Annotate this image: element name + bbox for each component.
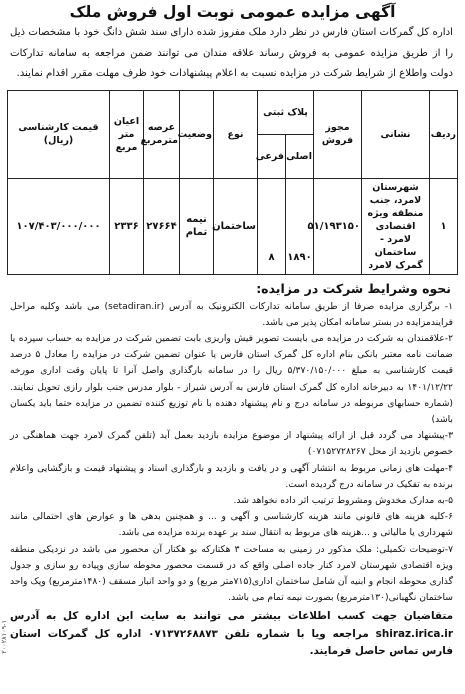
property-table bbox=[7, 90, 458, 275]
term-item: ۴-مهلت های زمانی مربوط به انتشار آگهی و در یافت و بازدید و بارگذاری اسناد و پیشنهاد قیمت و بازگشایی واعلام برنده به تفکیک در سامانه درج گردیده است. bbox=[10, 462, 453, 490]
margin-code: ۲۰۰۲۸۱۰۹-۱ bbox=[0, 620, 8, 654]
header-land-area: عرصه مترمربع bbox=[144, 90, 180, 178]
cell-type: ساختمان bbox=[214, 178, 258, 274]
header-row-number: ردیف bbox=[430, 90, 458, 178]
term-item: ۳-پیشنهاد می گردد قبل از ارائه پیشنهاد از موضوع مزایده بازدید بعمل آید (تلفن گمرک لامرد جهت هماهنگی در خصوص بازدید از محل ۰۷۱۵۲۷۲۸۲۶۷) bbox=[10, 430, 453, 458]
cell-price: ۱۰۷/۴۰۳/۰۰۰/۰۰۰ bbox=[8, 178, 110, 274]
header-permit: مجوز فروش bbox=[314, 90, 362, 178]
ad-title: آگهی مزایده عمومی نوبت اول فروش ملک bbox=[69, 3, 396, 21]
cell-plate-sub: ۸ bbox=[258, 178, 286, 274]
cell-plate-main: ۱۸۹۰ bbox=[286, 178, 314, 274]
header-building-area: اعیان متر مربع bbox=[110, 90, 144, 178]
term-item: ۷-توضیحات تکمیلی: ملک مذکور در زمینی به مساحت ۳ هکتارکه بو هکتار آن محصور می باشد در نزدیکی منطقه ویژه اقتصادی شهرستان لامرد کنار جاده اصلی واقع که در قسمت محصور محوطه سازی وپیاده رو سازی و جدول گذاری محوطه انجام و ابنیه آن شامل ساختمان اداری(۷۱۵متر مربع) و دو واحد انبار مسقف (۱۴۸۰مترمربع) وپک واحد ساختمان نگهبانی(۱۳۰مترمربع) بصورت نیمه تمام می باشد. bbox=[10, 543, 453, 604]
term-item: ۵-به مدارک مخدوش ومشروط ترتیب اثر داده نخواهد شد. bbox=[233, 494, 453, 506]
header-status: وضعیت bbox=[180, 90, 214, 178]
terms-title: نحوه وشرایط شرکت در مزایده: bbox=[256, 280, 451, 296]
header-price: قیمت کارشناسی (ریال) bbox=[8, 90, 110, 178]
cell-permit: ۵۱/۱۹۳۱۵۰ bbox=[314, 178, 362, 274]
header-plate-main: اصلی bbox=[286, 134, 314, 178]
header-plate: پلاک ثبتی bbox=[258, 90, 314, 134]
cell-row-number: ۱ bbox=[430, 178, 458, 274]
cell-building-area: ۲۳۳۶ bbox=[110, 178, 144, 274]
term-item: ۲-علاقمندان به شرکت در مزایده می بایست تصویر فیش واریزی بابت تضمین شرکت در مزایده به حساب سپرده یا ضمانت نامه معتبر بانکی بنام اداره کل گمرک استان فارس یا عنوان تضمین شرکت در مزایده را معادل ۵ درصد قیمت کارشناسی به مبلغ ۵/۳۷۰/۱۵۰/۰۰۰ ریال را در سامانه بارگذاری واصل آنرا تا پایان وقت اداری مورخه ۱۴۰۱/۱۲/۲۲ به دبیرخانه اداره کل گمرک استان فارس به آدرس شیراز - بلوار مدرس جنب بلوار رازی تحویل نمایند. (شماره حسابهای مربوطه در سامانه درج و نام پیشنهاد دهنده با نام توزیع کننده تضمین در مزایده حتما باید یکسان باشد) bbox=[10, 332, 453, 425]
header-plate-sub: فرعی bbox=[258, 134, 286, 178]
terms-list bbox=[6, 298, 459, 607]
header-type: نوع bbox=[214, 90, 258, 178]
cell-address: شهرستان لامرد، جنب منطقه ویژه اقتصادی لامرد - ساختمان گمرک لامرد bbox=[362, 178, 430, 274]
header-address: نشانی bbox=[362, 90, 430, 178]
term-item: ۶-کلیه هزینه های قانونی مانند هزینه کارشناسی و آگهی و ... و همچنین بدهی ها و عوارض های احتمالی مانند شهرداری یا مالیاتی و ...هزینه های مربوط به انتقال سند بر عهده برنده مزایده می باشد. bbox=[10, 511, 453, 539]
contact-info: متقاضیان جهت کسب اطلاعات بیشتر می توانند به سایت این اداره کل به آدرس shiraz.irica.ir مراجعه ویا با شماره تلفن ۰۷۱۳۷۲۶۸۸۷۳ اداره کل گمرکات استان فارس تماس حاصل فرمایند. bbox=[10, 610, 453, 658]
table-row bbox=[8, 178, 458, 274]
intro-paragraph: اداره کل گمرکات استان فارس در نظر دارد ملک مفروز شده دارای سند شش دانگ خود با مشخصات ذیل را از طریق مزایده عمومی به فروش رساند علاقه مندان می توانند ضمن مراجعه به سامانه تدارکات دولت واطلاع از شرایط شرکت در مزایده نسبت به اعلام پیشنهادات خود ظرف مهلت مقرر اقدام نمایند. bbox=[10, 27, 453, 79]
cell-land-area: ۲۷۶۶۴ bbox=[144, 178, 180, 274]
auction-advertisement bbox=[6, 0, 459, 694]
cell-status: نیمه تمام bbox=[180, 178, 214, 274]
term-item: ۱- برگزاری مزایده صرفا از طریق سامانه تدارکات الکترونیک به آدرس (setadiran.ir) می باشد وکلیه مراحل فرایندمزایده در بستر سامانه امکان پذیر می باشد. bbox=[10, 300, 453, 328]
